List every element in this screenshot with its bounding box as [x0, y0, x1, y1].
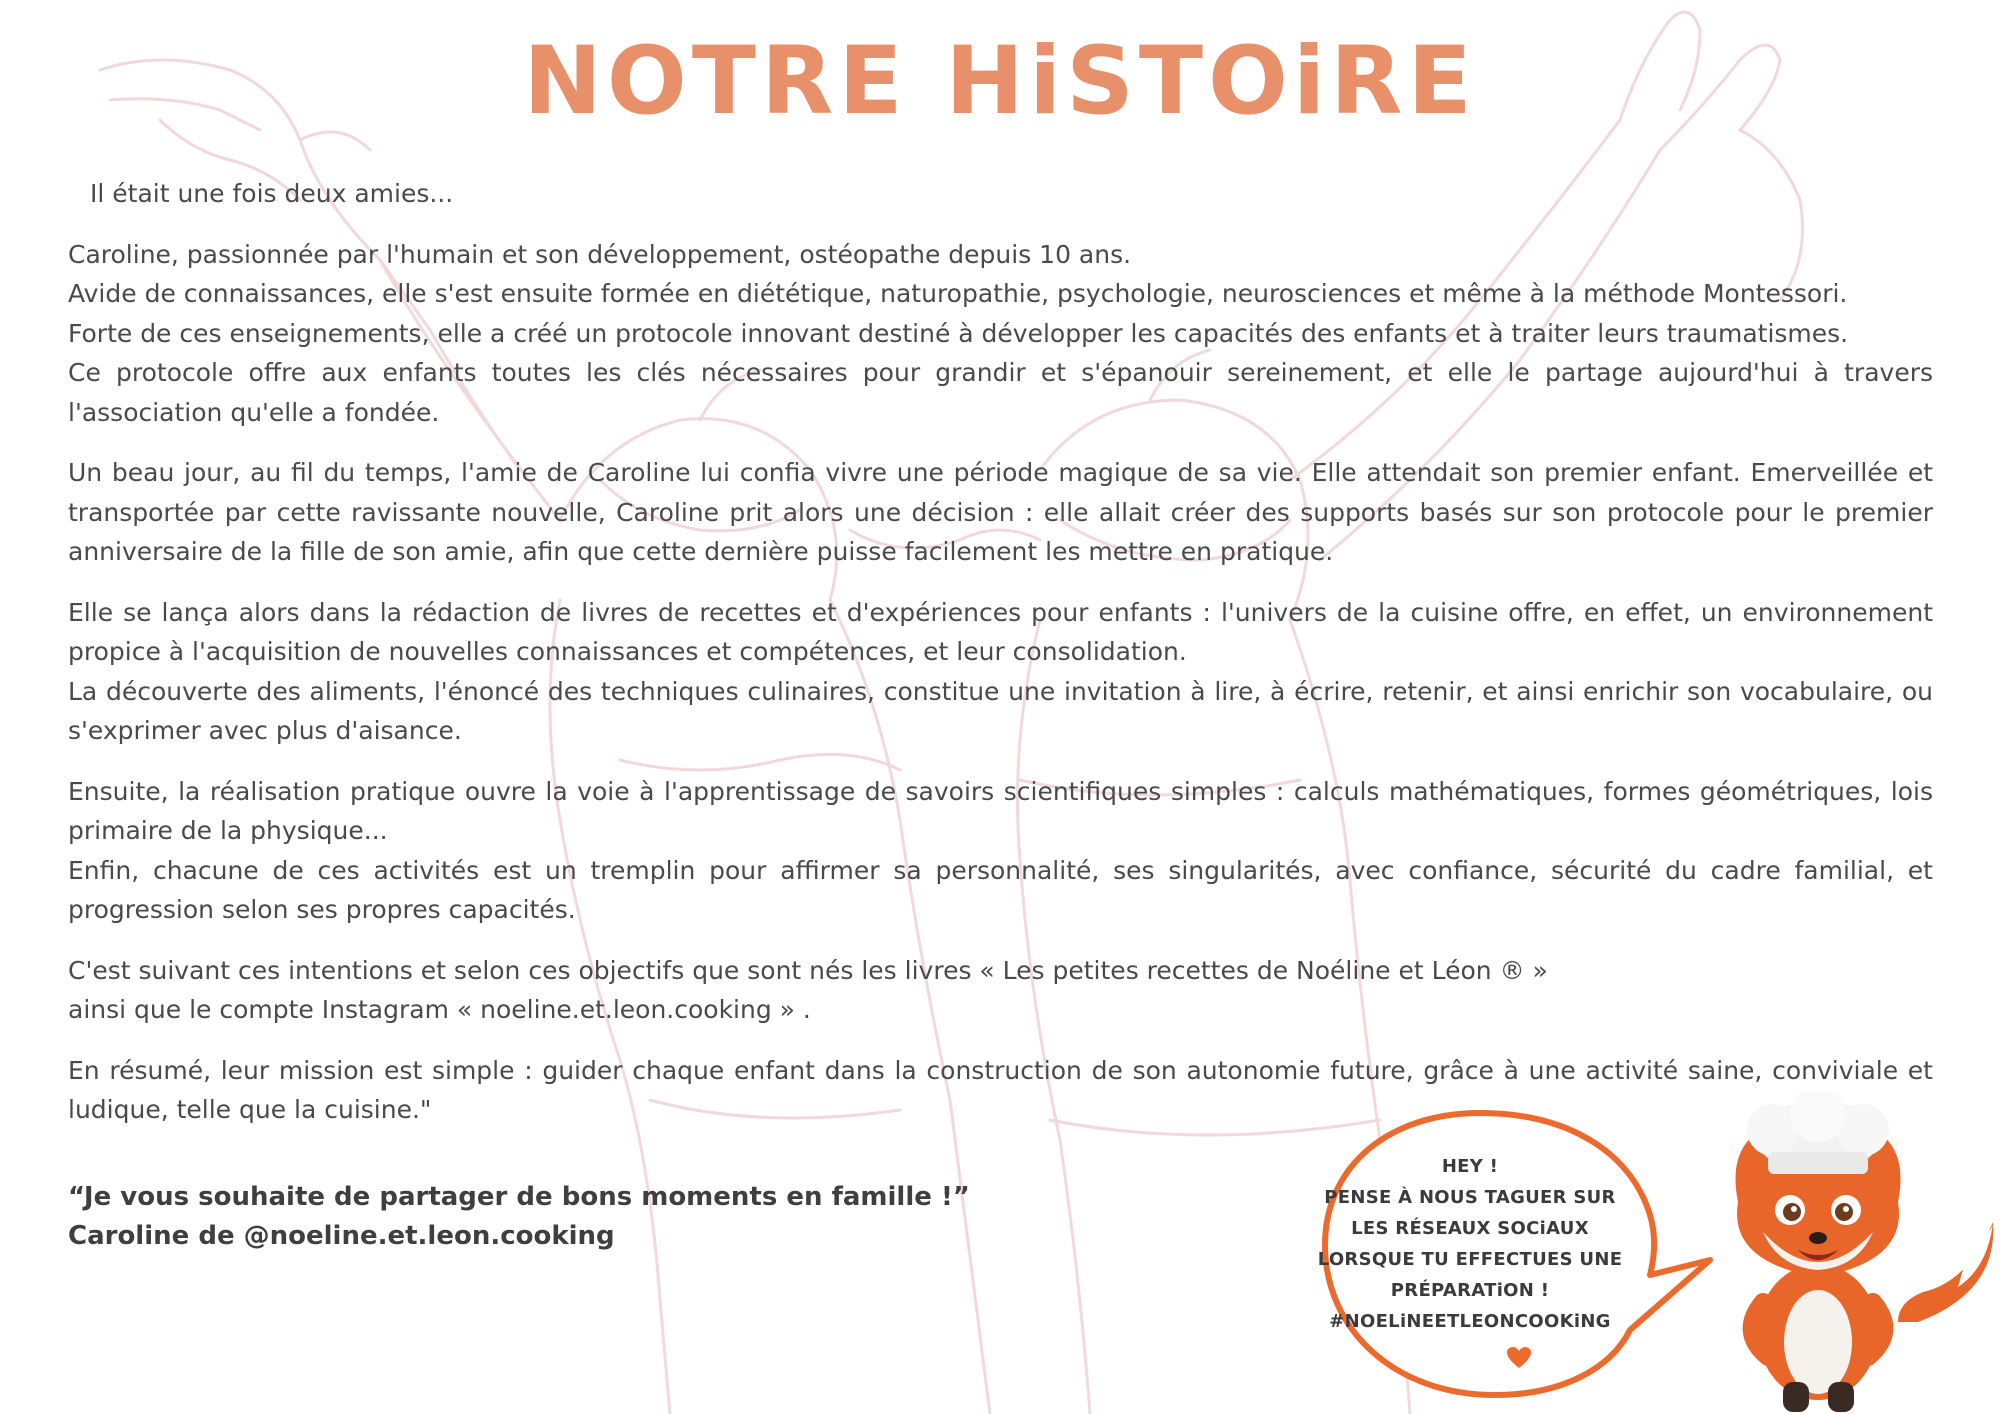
- story-line: Caroline, passionnée par l'humain et son développement, ostéopathe depuis 10 ans.: [68, 239, 1132, 269]
- story-line: ainsi que le compte Instagram « noeline.et.leon.cooking » .: [68, 995, 811, 1024]
- bubble-line: PENSE À NOUS TAGUER SUR: [1324, 1187, 1616, 1208]
- bubble-line: HEY !: [1441, 1156, 1499, 1177]
- speech-bubble-text: [1310, 1151, 1630, 1337]
- story-line: Ce protocole offre aux enfants toutes les clés nécessaires pour grandir et s'épanouir sereinement, et elle le partage aujourd'hui à travers l'association qu'elle a fondée.: [68, 358, 1933, 427]
- story-line: La découverte des aliments, l'énoncé des techniques culinaires, constitue une invitation à lire, à écrire, retenir, et ainsi enrichir son vocabulaire, ou s'exprimer avec plus d'aisance.: [68, 676, 1933, 745]
- story-line: Enfin, chacune de ces activités est un tremplin pour affirmer sa personnalité, ses singularités, avec confiance, sécurité du cadre familial, et progression selon ses propres capacités.: [68, 855, 1933, 924]
- quote-author: Caroline de @noeline.et.leon.cooking: [68, 1221, 615, 1251]
- story-line: Ensuite, la réalisation pratique ouvre la voie à l'apprentissage de savoirs scientifiques simples : calculs mathématiques, formes géométriques, lois primaire de la physique...: [68, 776, 1933, 845]
- story-paragraph-1: [68, 235, 1933, 433]
- heart-icon: [1506, 1346, 1532, 1370]
- fox-chef-mascot-icon: [1668, 1092, 2000, 1414]
- story-line: Elle se lança alors dans la rédaction de livres de recettes et d'expériences pour enfants : l'univers de la cuisine offre, en effet, un environnement propice à l'acquisition de nouvelles connaissances et compétences, et leur consolidation.: [68, 597, 1933, 666]
- story-text: [68, 174, 1933, 1151]
- story-line: Forte de ces enseignements, elle a créé un protocole innovant destiné à développer les capacités des enfants et à traiter leurs traumatismes.: [68, 318, 1849, 348]
- story-paragraph-5: [68, 951, 1933, 1030]
- bubble-line: PRÉPARATiON !: [1390, 1280, 1550, 1301]
- bubble-line: LORSQUE TU EFFECTUES UNE: [1317, 1249, 1623, 1270]
- page-title: NOTRE HiSTOiRE: [523, 27, 1477, 136]
- story-intro: Il était une fois deux amies...: [90, 179, 454, 208]
- bubble-hashtag: #NOELiNEETLEONCOOKiNG: [1329, 1311, 1611, 1332]
- bubble-line: LES RÉSEAUX SOCiAUX: [1351, 1218, 1589, 1239]
- story-paragraph-4: [68, 772, 1933, 930]
- closing-quote: [68, 1178, 1068, 1256]
- story-line: C'est suivant ces intentions et selon ces objectifs que sont nés les livres « Les petites recettes de Noéline et Léon ® »: [68, 955, 1548, 985]
- story-paragraph-6: En résumé, leur mission est simple : guider chaque enfant dans la construction de son autonomie future, grâce à une activité saine, conviviale et ludique, telle que la cuisine.": [68, 1055, 1933, 1124]
- story-paragraph-3: [68, 593, 1933, 751]
- story-line: Avide de connaissances, elle s'est ensuite formée en diététique, naturopathie, psychologie, neurosciences et même à la méthode Montessori.: [68, 279, 1848, 308]
- quote-text: “Je vous souhaite de partager de bons moments en famille !”: [68, 1182, 970, 1212]
- story-paragraph-2: Un beau jour, au fil du temps, l'amie de Caroline lui confia vivre une période magique de sa vie. Elle attendait son premier enfant. Emerveillée et transportée par cette ravissante nouvelle, Caroline prit alors une décision : elle allait créer des supports basés sur son protocole pour le premier anniversaire de la fille de son amie, afin que cette dernière puisse facilement les mettre en pratique.: [68, 458, 1933, 566]
- speech-bubble: [1310, 1105, 1730, 1405]
